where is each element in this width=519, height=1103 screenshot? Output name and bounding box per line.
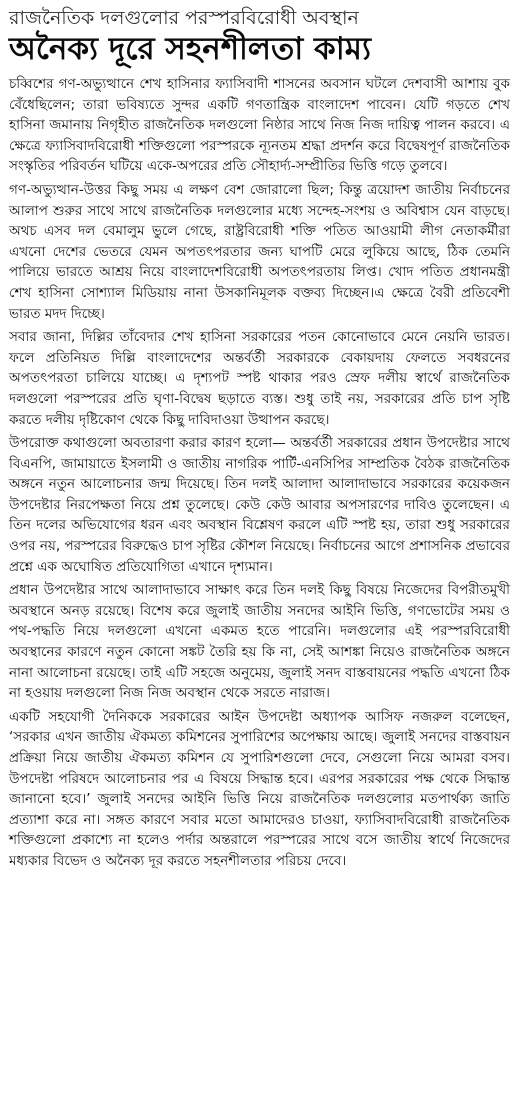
article-body — [9, 74, 510, 872]
paragraph-4: উপরোক্ত কথাগুলো অবতারণা করার কারণ হলো— অন্তর্বর্তী সরকারের প্রধান উপদেষ্টার সাথে বিএনপি, জামায়াতে ইসলামী ও জাতীয় নাগরিক পার্টি-এনসিপির সাম্প্রতিক বৈঠক রাজনৈতিক অঙ্গনে নতুন আলোচনার জন্ম দিয়েছে। তিন দলই আলাদা আলাদাভাবে সরকারের কয়েকজন উপদেষ্টার নিরপেক্ষতা নিয়ে প্রশ্ন তুলেছে। কেউ কেউ আবার অপসারণের দাবিও তুলেছেন। এ তিন দলের অভিযোগের ধরন এবং অবস্থান বিশ্লেষণ করলে এটি স্পষ্ট হয়, তারা শুধু সরকারের ওপর নয়, পরস্পরের বিরুদ্ধেও চাপ সৃষ্টির কৌশল নিয়েছে। নির্বাচনের আগে প্রশাসনিক প্রভাবের প্রশ্নে এক অঘোষিত প্রতিযোগিতা এখানে দৃশ্যমান। — [9, 435, 510, 575]
kicker-title: রাজনৈতিক দলগুলোর পরস্পরবিরোধী অবস্থান — [9, 7, 359, 29]
paragraph-5: প্রধান উপদেষ্টার সাথে আলাদাভাবে সাক্ষাৎ করে তিন দলই কিছু বিষয়ে নিজেদের বিপরীতমুখী অবস্থানে অনড় রয়েছে। বিশেষ করে জুলাই জাতীয় সনদের আইনি ভিত্তি, গণভোটের সময় ও পথ-পদ্ধতি নিয়ে দলগুলো এখনো একমত হতে পারেনি। দলগুলোর এই পরস্পরবিরোধী অবস্থানের কারণে নতুন কোনো সঙ্কট তৈরি হয় কি না, সেই আশঙ্কা নিয়েও রাজনৈতিক অঙ্গনে নানা আলোচনা রয়েছে। তাই এটি সহজে অনুমেয়, জুলাই সনদ বাস্তবায়নের পদ্ধতি এখনো ঠিক না হওয়ায় দলগুলো নিজ নিজ অবস্থান থেকে সরতে নারাজ। — [9, 582, 510, 702]
headline: অনৈক্য দূরে সহনশীলতা কাম্য — [9, 31, 371, 67]
paragraph-3: সবার জানা, দিল্লির তাঁবেদার শেখ হাসিনা সরকারের পতন কোনোভাবে মেনে নেয়নি ভারত। ফলে প্রতিনিয়ত দিল্লি বাংলাদেশের অন্তর্বর্তী সরকারকে বেকায়দায় ফেলতে সবধরনের অপতৎপরতা চালিয়ে যাচ্ছে। এ দৃশ্যপট স্পষ্ট থাকার পরও স্রেফ দলীয় স্বার্থে রাজনৈতিক দলগুলো পরস্পরের প্রতি ঘৃণা-বিদ্বেষ ছড়াতে ব্যস্ত। শুধু তাই নয়, সরকারের প্রতি চাপ সৃষ্টি করতে দলীয় দৃষ্টিকোণ থেকে কিছু দাবিদাওয়া উত্থাপন করছে। — [9, 329, 510, 428]
paragraph-6: একটি সহযোগী দৈনিককে সরকারের আইন উপদেষ্টা অধ্যাপক আসিফ নজরুল বলেছেন, ‘সরকার এখন জাতীয় ঐকমত্য কমিশনের সুপারিশের অপেক্ষায় আছে। জুলাই সনদের বাস্তবায়ন প্রক্রিয়া নিয়ে জাতীয় ঐকমত্য কমিশন যে সুপারিশগুলো দেবে, সেগুলো নিয়ে আমরা বসব। উপদেষ্টা পরিষদে আলোচনার পর এ বিষয়ে সিদ্ধান্ত হবে। এরপর সরকারের পক্ষ থেকে সিদ্ধান্ত জানানো হবে।’ জুলাই সনদের আইনি ভিত্তি নিয়ে রাজনৈতিক দলগুলোর মতপার্থক্য জাতি প্রত্যাশা করে না। সঙ্গত কারণে সবার মতো আমাদেরও চাওয়া, ফ্যাসিবাদবিরোধী রাজনৈতিক শক্তিগুলো প্রকাশ্যে না হলেও পর্দার অন্তরালে পরস্পরের সাথে বসে জাতীয় স্বার্থে নিজেদের মধ্যকার বিভেদ ও অনৈক্য দূর করতে সহনশীলতার পরিচয় দেবে। — [9, 708, 510, 869]
paragraph-2: গণ-অভ্যুত্থান-উত্তর কিছু সময় এ লক্ষণ বেশ জোরালো ছিল; কিন্তু ত্রয়োদশ জাতীয় নির্বাচনের আলাপ শুরুর সাথে সাথে রাজনৈতিক দলগুলোর মধ্যে সন্দেহ-সংশয় ও অবিশ্বাস যেন বাড়ছে। অথচ এসব দল বেমালুম ভুলে গেছে, রাষ্ট্রবিরোধী শক্তি পতিত আওয়ামী লীগ নেতাকর্মীরা এখনো দেশের ভেতরে যেমন অপতৎপরতার জন্য ঘাপটি মেরে লুকিয়ে আছে, ঠিক তেমনি পালিয়ে ভারতে আশ্রয় নিয়ে বাংলাদেশবিরোধী অপতৎপরতায় লিপ্ত। খোদ পতিত প্রধানমন্ত্রী শেখ হাসিনা সোশ্যাল মিডিয়ায় নানা উসকানিমূলক বক্তব্য দিচ্ছেন।এ ক্ষেত্রে বৈরী প্রতিবেশী ভারত মদদ দিচ্ছে। — [9, 181, 510, 322]
paragraph-1: চব্বিশের গণ-অভ্যুত্থানে শেখ হাসিনার ফ্যাসিবাদী শাসনের অবসান ঘটলে দেশবাসী আশায় বুক বেঁধেছিলেন; তারা ভবিষ্যতে সুন্দর একটি গণতান্ত্রিক বাংলাদেশ পাবেন। যেটি গড়তে শেখ হাসিনা জমানায় নিগৃহীত রাজনৈতিক দলগুলো নিষ্ঠার সাথে নিজ নিজ দায়িত্ব পালন করবে। এ ক্ষেত্রে ফ্যাসিবাদবিরোধী শক্তিগুলো পরস্পরকে ন্যূনতম শ্রদ্ধা প্রদর্শন করে বিদ্বেষপূর্ণ রাজনৈতিক সংস্কৃতির পরিবর্তন ঘটিয়ে একে-অপরের প্রতি সৌহার্দ্য-সম্প্রীতির ভিত্তি গড়ে তুলবে। — [9, 76, 510, 175]
